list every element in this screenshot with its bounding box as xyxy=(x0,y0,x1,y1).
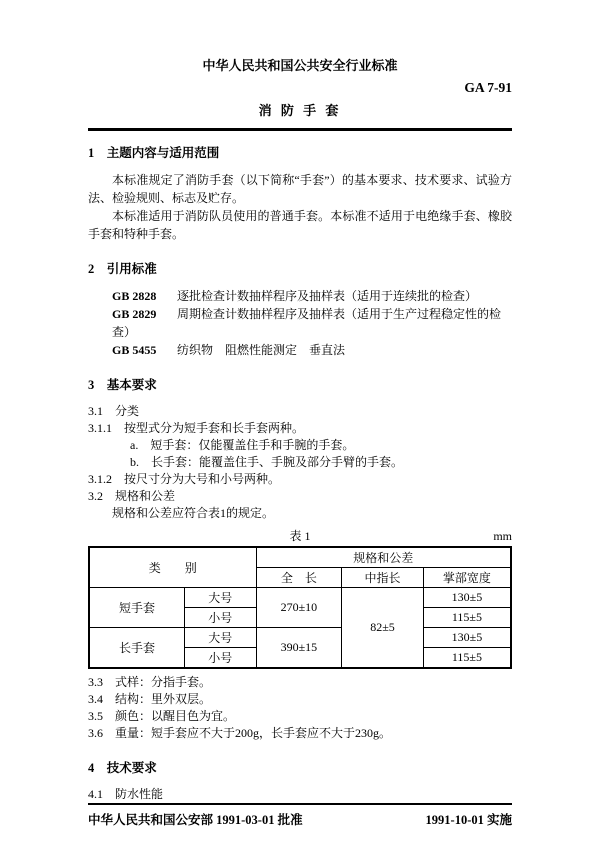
section-2-heading: 2 引用标准 xyxy=(88,261,157,276)
title-divider xyxy=(88,128,512,131)
header-cell-full-length: 全 长 xyxy=(256,567,342,587)
reference-title: 逐批检查计数抽样程序及抽样表（适用于连续批的检查） xyxy=(177,288,478,303)
section-scope xyxy=(88,145,512,243)
reference-code: GB 5455 xyxy=(112,342,157,357)
cell-palm-width: 115±5 xyxy=(423,647,511,668)
cell-middle-finger-length: 82±5 xyxy=(342,587,424,668)
item-3-1: 3.1 分类 xyxy=(88,403,140,418)
table-caption-row xyxy=(88,528,512,544)
item-3-3: 3.3 式样：分指手套。 xyxy=(88,674,212,689)
reference-title: 周期检查计数抽样程序及抽样表（适用于生产过程稳定性的检查） xyxy=(112,306,502,339)
post-table-items xyxy=(88,674,512,742)
table-caption: 表 1 xyxy=(289,528,311,543)
item-4-1: 4.1 防水性能 xyxy=(88,786,164,801)
document-header xyxy=(88,58,512,131)
cell-size-small: 小号 xyxy=(184,607,256,627)
reference-list xyxy=(88,287,512,359)
section-technical-requirements xyxy=(88,760,512,803)
table-row xyxy=(89,627,511,647)
standard-code: GA 7-91 xyxy=(464,80,512,95)
standard-class-title: 中华人民共和国公共安全行业标准 xyxy=(202,58,398,73)
section-4-heading: 4 技术要求 xyxy=(88,760,157,775)
section-references xyxy=(88,261,512,359)
scope-paragraph-2: 本标准适用于消防队员使用的普通手套。本标准不适用于电绝缘手套、橡胶手套和特种手套。 xyxy=(88,208,512,241)
technical-items xyxy=(88,786,512,803)
table-row xyxy=(89,587,511,607)
section-3-heading: 3 基本要求 xyxy=(88,377,157,392)
cell-size-large: 大号 xyxy=(184,627,256,647)
reference-code: GB 2829 xyxy=(112,306,157,321)
cell-length-long: 390±15 xyxy=(256,627,342,668)
header-cell-category: 类 别 xyxy=(89,547,256,588)
item-3-4: 3.4 结构：里外双层。 xyxy=(88,691,212,706)
reference-item xyxy=(112,305,512,341)
cell-type-long-glove: 长手套 xyxy=(89,627,184,668)
header-cell-palm-width: 掌部宽度 xyxy=(423,567,511,587)
header-cell-middle-finger: 中指长 xyxy=(342,567,424,587)
cell-size-large: 大号 xyxy=(184,587,256,607)
item-3-6: 3.6 重量：短手套应不大于200g，长手套应不大于230g。 xyxy=(88,725,392,740)
reference-item xyxy=(112,287,512,305)
cell-palm-width: 115±5 xyxy=(423,607,511,627)
scope-paragraph-1: 本标准规定了消防手套（以下简称“手套”）的基本要求、技术要求、试验方法、检验规则、标志及贮存。 xyxy=(88,172,512,205)
reference-item xyxy=(112,341,512,359)
cell-size-small: 小号 xyxy=(184,647,256,668)
item-3-1-1-b: b. 长手套：能覆盖住手、手腕及部分手臂的手套。 xyxy=(130,454,404,469)
section-1-heading: 1 主题内容与适用范围 xyxy=(88,145,220,160)
basic-requirement-items xyxy=(88,403,512,522)
footer-text-row xyxy=(88,805,512,828)
item-3-1-1-a: a. 短手套：仅能覆盖住手和手腕的手套。 xyxy=(130,437,355,452)
item-3-2: 3.2 规格和公差 xyxy=(88,488,176,503)
cell-length-short: 270±10 xyxy=(256,587,342,627)
reference-code: GB 2828 xyxy=(112,288,157,303)
document-footer xyxy=(88,803,512,829)
reference-title: 纺织物 阻燃性能测定 垂直法 xyxy=(177,342,346,357)
item-3-1-2: 3.1.2 按尺寸分为大号和小号两种。 xyxy=(88,471,281,486)
cell-type-short-glove: 短手套 xyxy=(89,587,184,627)
spec-table xyxy=(88,546,512,669)
cell-palm-width: 130±5 xyxy=(423,587,511,607)
table-header-row-1 xyxy=(89,547,511,568)
item-3-1-1: 3.1.1 按型式分为短手套和长手套两种。 xyxy=(88,420,305,435)
document-title: 消 防 手 套 xyxy=(258,103,342,118)
header-cell-spec-group: 规格和公差 xyxy=(256,547,511,568)
implementation-note: 1991-10-01 实施 xyxy=(425,813,512,827)
approval-note: 中华人民共和国公安部 1991-03-01 批准 xyxy=(88,813,303,827)
item-3-5: 3.5 颜色：以醒目色为宜。 xyxy=(88,708,236,723)
table-unit-label: mm xyxy=(493,528,512,543)
item-3-2-text: 规格和公差应符合表1的规定。 xyxy=(112,505,275,520)
section-basic-requirements xyxy=(88,377,512,742)
cell-palm-width: 130±5 xyxy=(423,627,511,647)
